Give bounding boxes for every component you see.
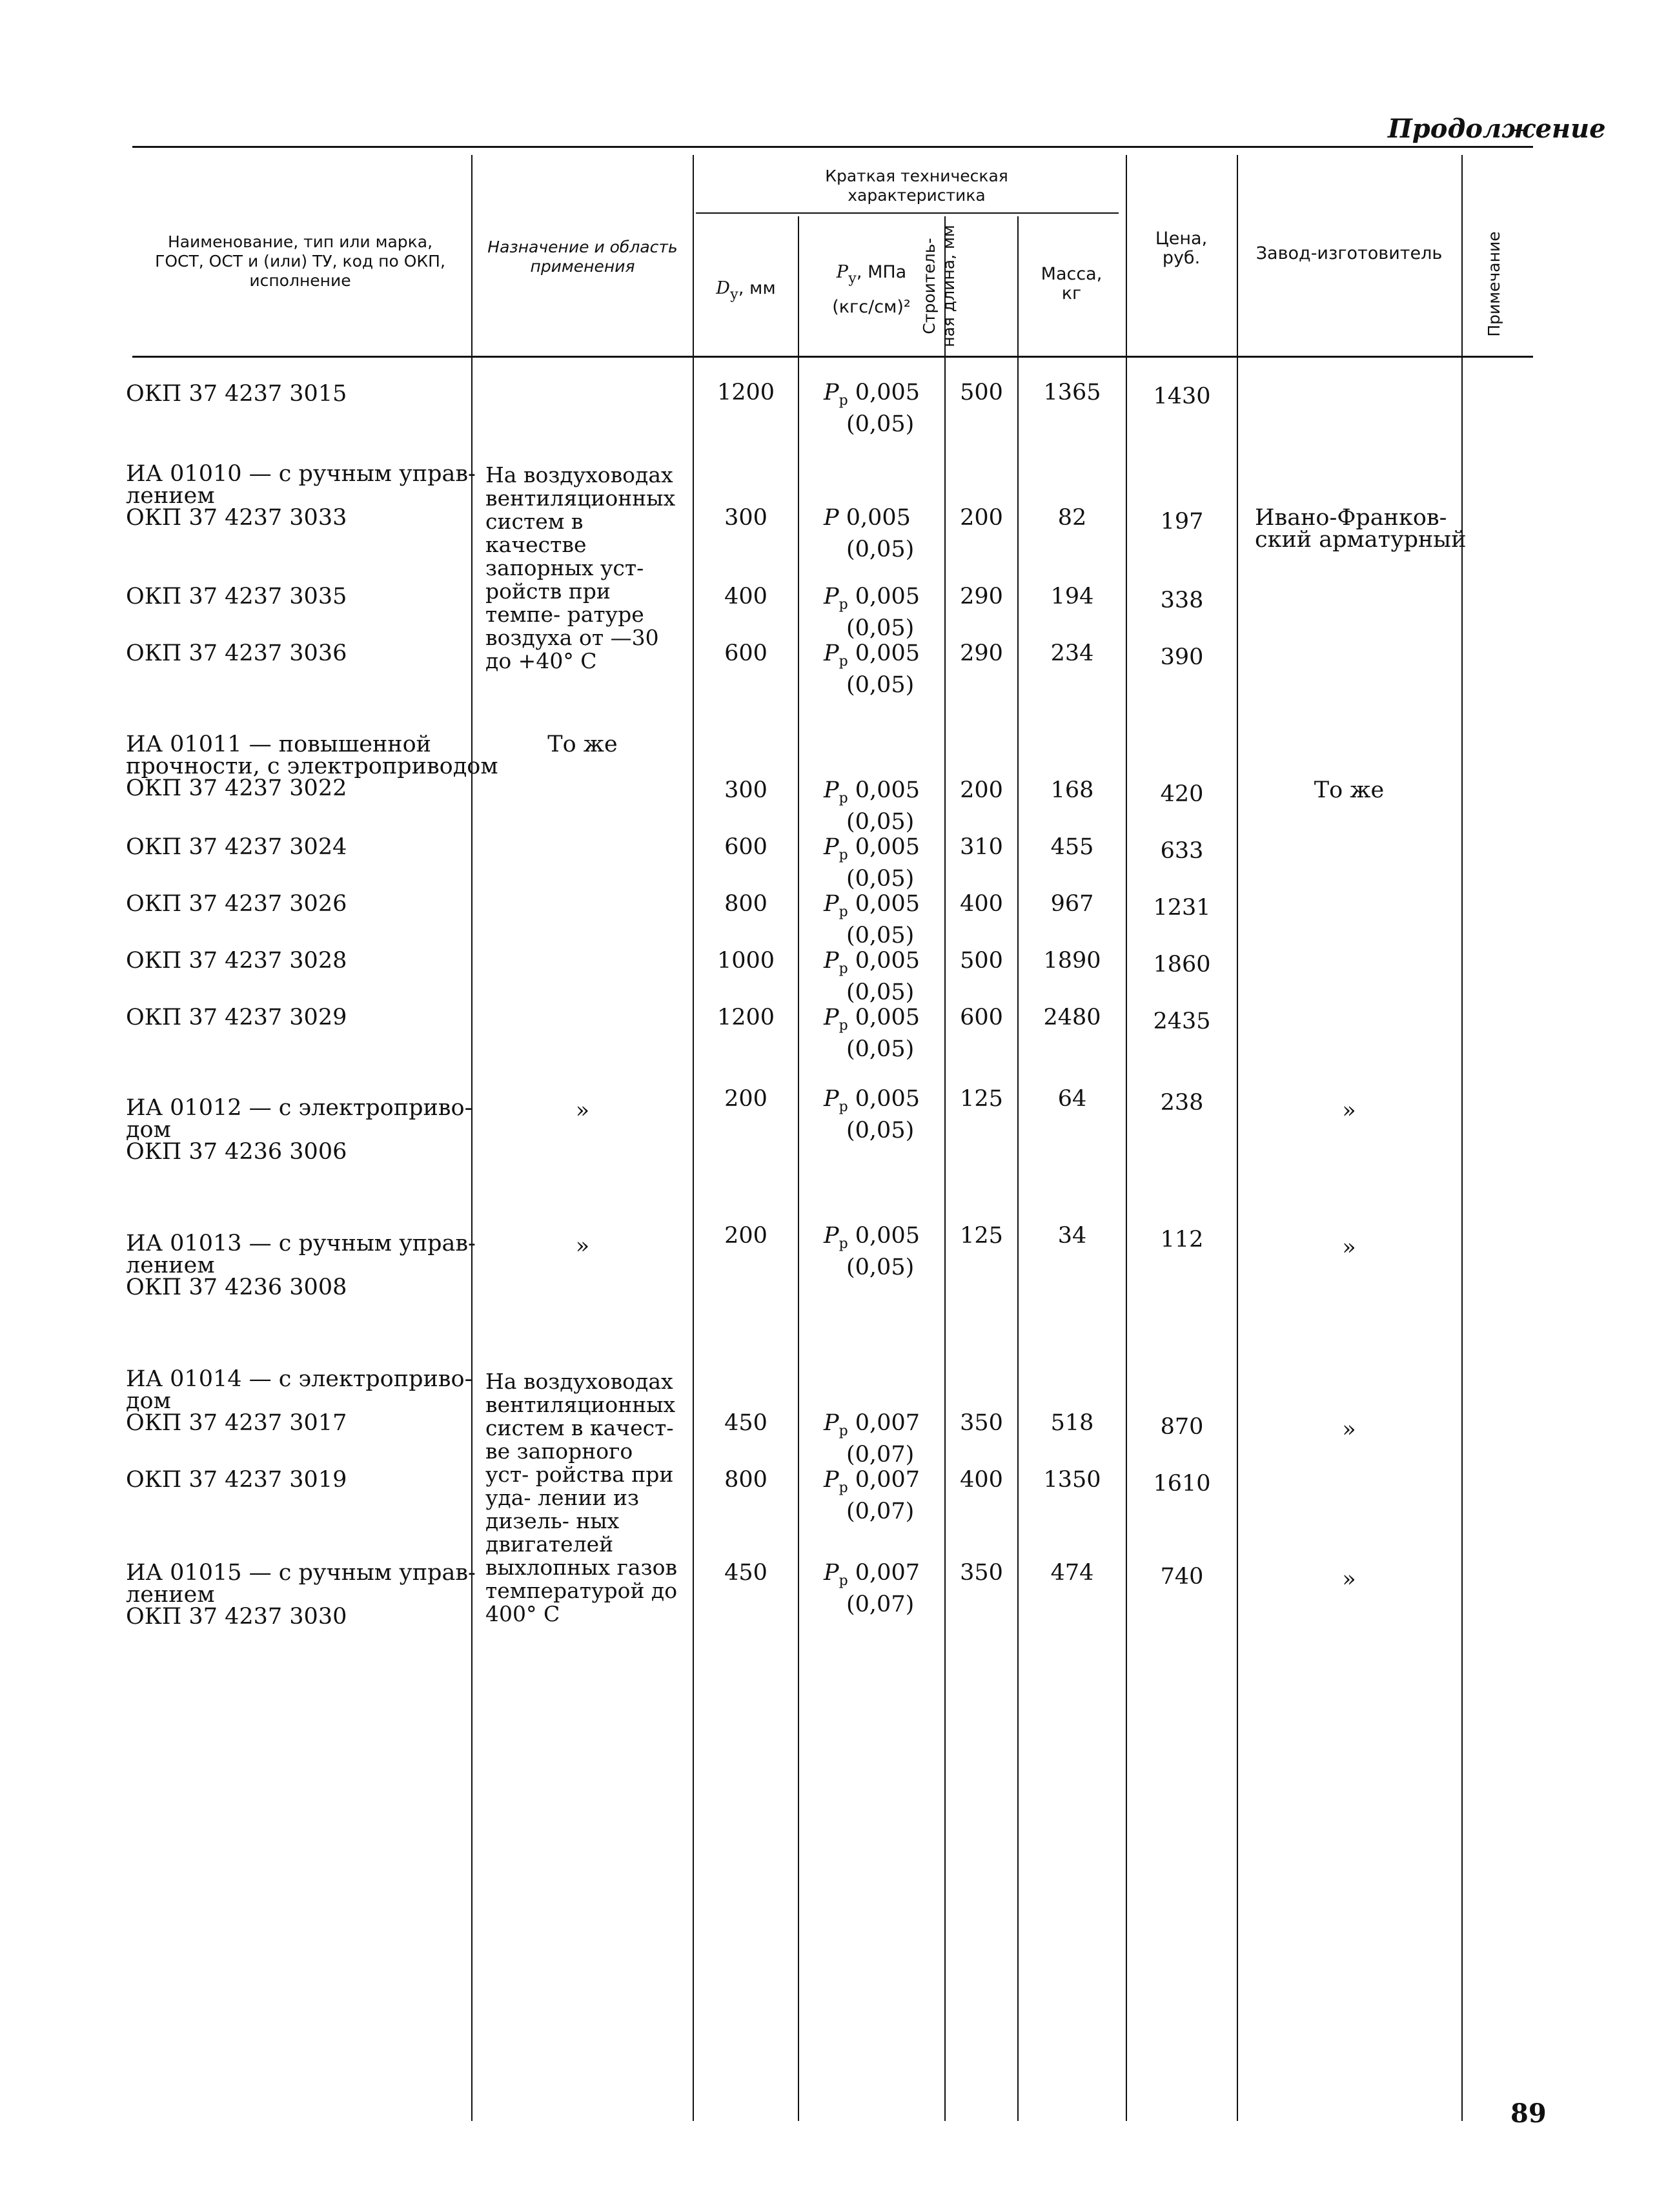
row-pressure: $P_р$ 0,005 (0,05) [824,1005,920,1062]
maker-ditto: » [1342,1566,1356,1592]
row-dn: 1000 [717,948,775,974]
row-dn: 800 [724,891,767,917]
row-price: 238 [1160,1090,1204,1116]
row-length: 400 [960,1467,1003,1493]
name-line: ОКП 37 4237 3019 [126,1467,347,1493]
maker-line: Ивано-Франков- [1255,505,1447,531]
row-length: 500 [960,380,1003,405]
row-pressure: $P_р$ 0,005 (0,05) [824,380,920,437]
name-line: дом [126,1388,171,1414]
header-maker-col: Завод-изготовитель [1255,243,1443,263]
row-dn: 600 [724,640,767,666]
row-dn: 1200 [717,1005,775,1030]
row-pressure: $P_р$ 0,005 (0,05) [824,584,920,641]
name-line: ИА 01015 — с ручным управ- [126,1560,476,1586]
row-mass: 64 [1057,1086,1087,1112]
row-dn: 800 [724,1467,767,1493]
header-dn-unit: , мм [738,278,776,298]
row-length: 400 [960,891,1003,917]
name-line: ОКП 37 4236 3008 [126,1275,347,1300]
row-length: 310 [960,834,1003,860]
row-length: 200 [960,777,1003,803]
name-line: ОКП 37 4237 3035 [126,584,347,609]
header-purpose-col: Назначение и область применения [487,238,678,276]
row-mass: 474 [1050,1560,1094,1586]
name-line: ОКП 37 4237 3015 [126,381,347,407]
row-mass: 1350 [1043,1467,1101,1493]
header-dn-symbol: D [716,278,730,298]
col-line-note [1461,155,1463,2121]
row-mass: 518 [1050,1410,1094,1436]
name-line: ИА 01014 — с электроприво- [126,1366,473,1392]
row-mass: 1890 [1043,948,1101,974]
top-rule [132,146,1533,148]
row-price: 1610 [1153,1471,1211,1497]
row-pressure: $P_р$ 0,007 (0,07) [824,1410,920,1468]
row-pressure: $P_р$ 0,005 (0,05) [824,891,920,948]
header-py-symbol: P [836,262,848,282]
row-length: 500 [960,948,1003,974]
name-line: ИА 01011 — повышенной [126,732,432,757]
name-line: ИА 01013 — с ручным управ- [126,1231,476,1256]
row-mass: 194 [1050,584,1094,609]
header-tech-group: Краткая техническая характеристика [825,167,1008,205]
header-dn-col [696,279,796,305]
name-line: лением [126,1582,215,1608]
name-line: прочности, с электроприводом [126,753,498,779]
name-line: ИА 01012 — с электроприво- [126,1095,473,1121]
name-line: лением [126,483,215,509]
row-price: 1231 [1153,895,1211,921]
row-mass: 455 [1050,834,1094,860]
name-line: ОКП 37 4237 3022 [126,775,347,801]
maker-ditto: » [1342,1234,1356,1260]
row-price: 870 [1160,1414,1204,1440]
header-note-col: Примечание [1485,231,1503,337]
row-dn: 600 [724,834,767,860]
maker-line: ский арматурный [1255,527,1467,553]
row-pressure: P 0,005 (0,05) [824,505,915,562]
continuation-label: Продолжение [1388,114,1606,144]
row-dn: 200 [724,1223,767,1249]
row-mass: 234 [1050,640,1094,666]
col-line-length [944,216,946,2121]
row-length: 290 [960,640,1003,666]
tech-group-rule [696,212,1119,214]
row-mass: 34 [1057,1223,1087,1249]
col-line-purpose [471,155,473,2121]
row-mass: 2480 [1043,1005,1101,1030]
row-price: 338 [1160,588,1204,613]
row-pressure: $P_р$ 0,007 (0,07) [824,1560,920,1617]
row-dn: 1200 [717,380,775,405]
col-line-py [798,216,799,2121]
header-dn-sub: у [729,287,738,303]
row-pressure: $P_р$ 0,005 (0,05) [824,1086,920,1143]
row-price: 1430 [1153,384,1211,409]
row-pressure: $P_р$ 0,005 (0,05) [824,948,920,1005]
row-price: 197 [1160,509,1204,535]
row-mass: 168 [1050,777,1094,803]
row-pressure: $P_р$ 0,005 (0,05) [824,1223,920,1280]
row-dn: 450 [724,1410,767,1436]
purpose-ditto-2: » [575,1233,590,1259]
row-price: 420 [1160,781,1204,807]
row-mass: 967 [1050,891,1094,917]
header-length-col: Строитель- ная длина, мм [920,225,958,347]
header-name-col: Наименование, тип или марка, ГОСТ, ОСТ и (или) ТУ, код по ОКП, исполнение [155,232,445,290]
row-price: 112 [1160,1227,1204,1253]
name-line: ОКП 37 4237 3029 [126,1005,347,1030]
purpose-same-1: То же [547,732,618,757]
row-length: 200 [960,505,1003,531]
row-pressure: $P_р$ 0,005 (0,05) [824,640,920,698]
page-number: 89 [1510,2098,1547,2129]
header-py-unit: , МПа [856,262,907,282]
row-price: 740 [1160,1564,1204,1590]
row-dn: 300 [724,777,767,803]
row-price: 633 [1160,838,1204,864]
name-line: ОКП 37 4237 3028 [126,948,347,974]
row-pressure: $P_р$ 0,007 (0,07) [824,1467,920,1524]
maker-ditto: » [1342,1417,1356,1442]
col-line-dn [693,155,694,2121]
row-pressure: $P_р$ 0,005 (0,05) [824,834,920,892]
maker-same: То же [1314,777,1385,803]
row-dn: 300 [724,505,767,531]
col-line-price [1126,155,1127,2121]
header-py-sub: у [848,271,857,287]
row-dn: 450 [724,1560,767,1586]
name-line: ОКП 37 4237 3024 [126,834,347,860]
purpose-ditto-1: » [575,1098,590,1123]
name-line: дом [126,1117,171,1143]
row-length: 600 [960,1005,1003,1030]
row-length: 125 [960,1223,1003,1249]
header-mass-col: Масса, кг [1041,264,1103,303]
name-line: ОКП 37 4237 3036 [126,640,347,666]
row-pressure: $P_р$ 0,005 (0,05) [824,777,920,835]
header-price-col: Цена, руб. [1155,229,1208,268]
row-length: 350 [960,1410,1003,1436]
name-line: ОКП 37 4236 3006 [126,1139,347,1165]
row-dn: 200 [724,1086,767,1112]
row-dn: 400 [724,584,767,609]
col-line-maker [1237,155,1238,2121]
col-line-mass [1017,216,1019,2121]
name-line: лением [126,1253,215,1278]
row-price: 2435 [1153,1009,1211,1034]
name-line: ОКП 37 4237 3033 [126,505,347,531]
purpose-block-1: На воздуховодах вентиляционных систем в качестве запорных уст- ройств при темпе- ратуре воздуха от —30 до +40° С [485,462,676,673]
name-line: ОКП 37 4237 3017 [126,1410,347,1436]
header-bottom-rule [132,356,1533,358]
name-line: ОКП 37 4237 3026 [126,891,347,917]
name-line: ОКП 37 4237 3030 [126,1604,347,1630]
row-length: 350 [960,1560,1003,1586]
row-length: 125 [960,1086,1003,1112]
row-mass: 82 [1057,505,1087,531]
header-py-unit2: (кгс/см)² [832,297,911,317]
maker-ditto: » [1342,1098,1356,1123]
row-price: 1860 [1153,952,1211,978]
row-mass: 1365 [1043,380,1101,405]
row-length: 290 [960,584,1003,609]
purpose-block-2: На воздуховодах вентиляционных систем в качест- ве запорного уст- ройства при уда- лении из дизель- ных двигателей выхлопных газов температурой до 400° С [485,1369,678,1626]
row-price: 390 [1160,644,1204,670]
name-line: ИА 01010 — с ручным управ- [126,461,476,487]
